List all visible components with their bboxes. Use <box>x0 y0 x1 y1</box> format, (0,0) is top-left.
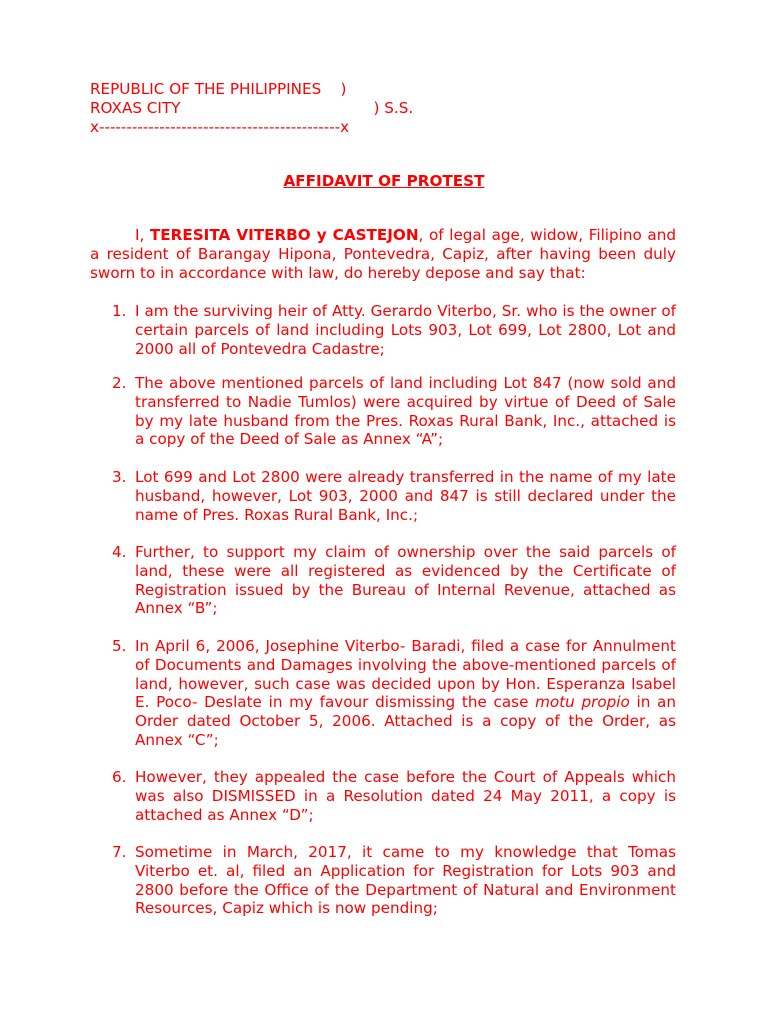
affiant-name: TERESITA VITERBO y CASTEJON <box>149 226 419 244</box>
list-item <box>90 637 676 750</box>
intro-post: , of legal age, widow, Filipino and a resident of Barangay Hipona, Pontevedra, Capiz, after having been duly sworn to in accordance with law, do hereby depose and say that: <box>90 226 676 282</box>
item-text: However, they appealed the case before the Court of Appeals which was also DISMISSED in a Resolution dated 24 May 2011, a copy is attached as Annex “D”; <box>135 768 676 824</box>
item-text: Sometime in March, 2017, it came to my knowledge that Tomas Viterbo et. al, filed an Application for Registration for Lots 903 and 2800 before the Office of the Department of Natural and Environment Resources, Capiz which is now pending; <box>135 843 676 918</box>
list-item <box>90 468 676 524</box>
list-item <box>90 768 676 824</box>
item-text <box>135 637 676 750</box>
list-item <box>90 843 676 918</box>
list-item <box>90 302 676 358</box>
item-text: Lot 699 and Lot 2800 were already transferred in the name of my late husband, however, Lot 903, 2000 and 847 is still declared under the name of Pres. Roxas Rural Bank, Inc.; <box>135 468 676 524</box>
item-text-italic: motu propio <box>535 693 630 712</box>
list-item <box>90 543 676 618</box>
document-title: AFFIDAVIT OF PROTEST <box>283 172 485 190</box>
intro-pre: I, <box>135 226 150 244</box>
intro-paragraph <box>90 226 676 282</box>
item-number: 6. <box>112 768 127 786</box>
item-text-end: in an Order dated October 5, 2006. Attached is a copy of the Order, as Annex “C”; <box>135 693 676 749</box>
item-number: 7. <box>112 843 127 861</box>
item-number: 3. <box>112 468 127 486</box>
caption-republic-line: REPUBLIC OF THE PHILIPPINES ) <box>90 80 347 98</box>
caption-separator-line: x--------------------------------------------x <box>90 118 350 136</box>
caption-city-line: ROXAS CITY ) S.S. <box>90 99 414 117</box>
item-number: 1. <box>112 302 127 320</box>
item-text: The above mentioned parcels of land including Lot 847 (now sold and transferred to Nadie Tumlos) were acquired by virtue of Deed of Sale by my late husband from the Pres. Roxas Rural Bank, Inc., attached is a copy of the Deed of Sale as Annex “A”; <box>135 374 676 449</box>
item-number: 2. <box>112 374 127 392</box>
item-text: Further, to support my claim of ownership over the said parcels of land, these were all registered as evidenced by the Certificate of Registration issued by the Bureau of Internal Revenue, attached as Annex “B”; <box>135 543 676 618</box>
list-item <box>90 374 676 449</box>
item-number: 4. <box>112 543 127 561</box>
item-number: 5. <box>112 637 127 655</box>
item-text: I am the surviving heir of Atty. Gerardo Viterbo, Sr. who is the owner of certain parcels of land including Lots 903, Lot 699, Lot 2800, Lot and 2000 all of Pontevedra Cadastre; <box>135 302 676 358</box>
item-text-start: In April 6, 2006, Josephine Viterbo- Baradi, filed a case for Annulment of Documents and Damages involving the above-mentioned parcels of land, however, such case was decided upon by Hon. Esperanza Isabel E. Poco- Deslate in my favour dismissing the case <box>135 637 676 712</box>
